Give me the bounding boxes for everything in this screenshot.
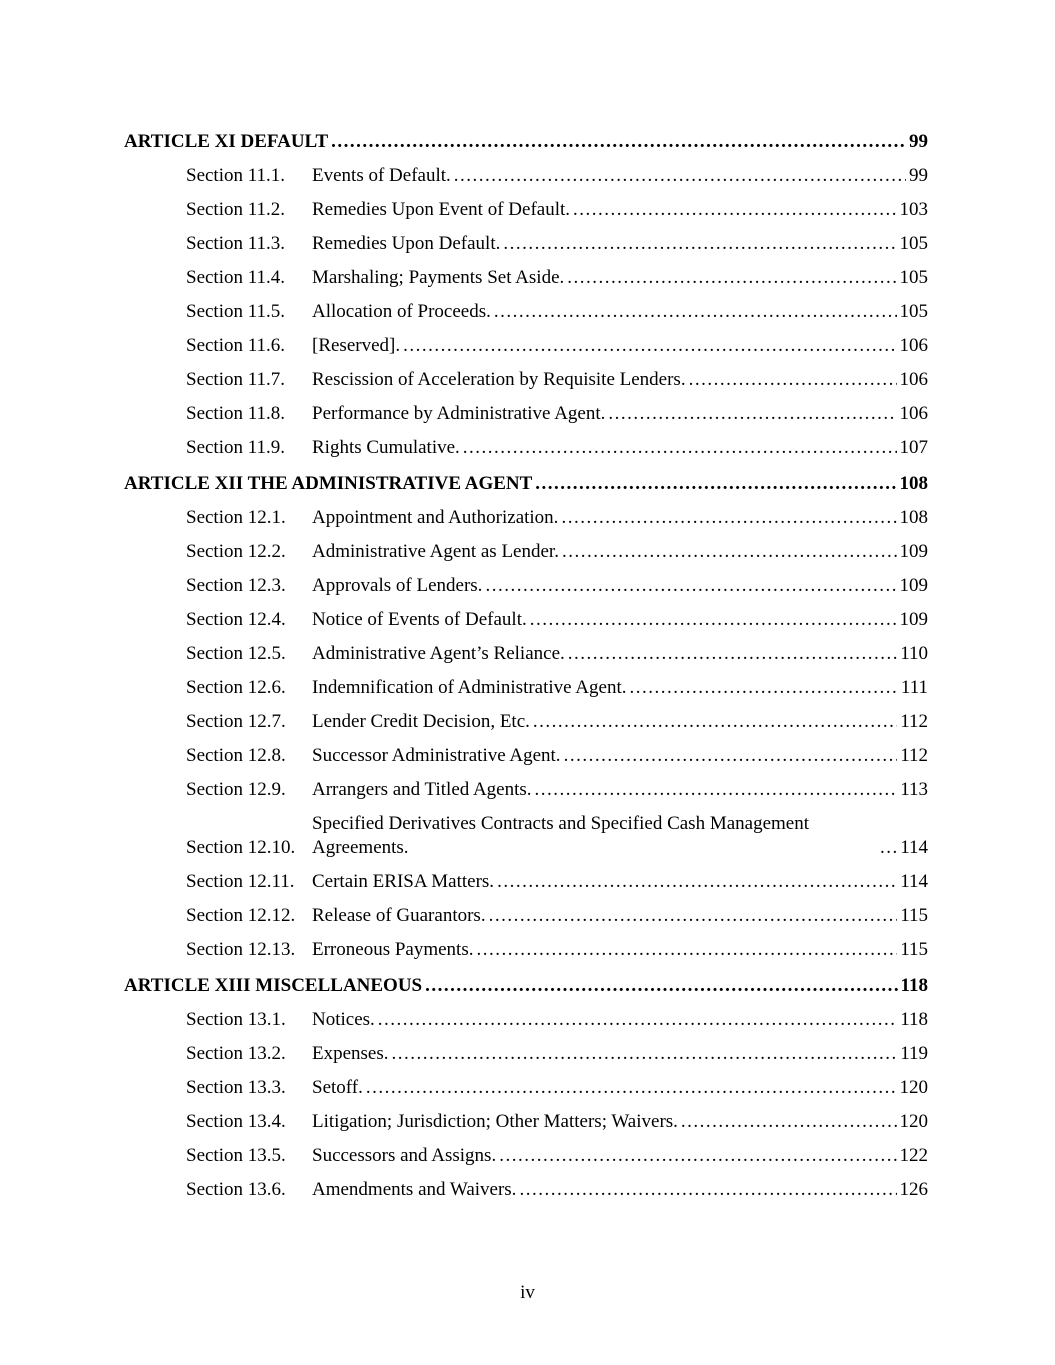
- toc-section-entry: [124, 232, 928, 256]
- section-title: Successors and Assigns.: [312, 1145, 497, 1166]
- section-title: Allocation of Proceeds.: [312, 301, 491, 322]
- section-label: Section 12.8.: [186, 745, 286, 766]
- dot-leader: [499, 1144, 896, 1168]
- section-page-number: 119: [900, 1043, 928, 1064]
- dot-leader: [561, 506, 896, 530]
- section-title: [Reserved].: [312, 335, 401, 356]
- table-of-contents: [124, 130, 928, 1202]
- toc-section-entry: [124, 1178, 928, 1202]
- dot-leader: [567, 266, 896, 290]
- section-label: Section 13.3.: [186, 1077, 286, 1098]
- section-label: Section 11.8.: [186, 403, 286, 424]
- dot-leader: [568, 642, 897, 666]
- section-title: Indemnification of Administrative Agent.: [312, 677, 627, 698]
- section-page-number: 105: [899, 233, 928, 254]
- dot-leader: [366, 1076, 897, 1100]
- section-label: Section 11.3.: [186, 233, 286, 254]
- section-page-number: 109: [899, 541, 928, 562]
- toc-section-entry: [124, 436, 928, 460]
- section-title: Erroneous Payments.: [312, 939, 474, 960]
- section-title: Release of Guarantors.: [312, 905, 486, 926]
- dot-leader: [573, 198, 896, 222]
- dot-leader: [564, 744, 898, 768]
- toc-section-entry: [124, 904, 928, 928]
- section-title: Events of Default.: [312, 165, 451, 186]
- section-page-number: 109: [899, 609, 928, 630]
- toc-section-entry: [124, 198, 928, 222]
- section-label: Section 12.4.: [186, 609, 286, 630]
- section-label: Section 12.2.: [186, 541, 286, 562]
- section-title: Approvals of Lenders.: [312, 575, 483, 596]
- section-page-number: 106: [899, 403, 928, 424]
- dot-leader: [630, 676, 898, 700]
- toc-section-entry: [124, 608, 928, 632]
- article-page-number: 99: [909, 131, 928, 152]
- dot-leader: [880, 836, 897, 860]
- section-title: Litigation; Jurisdiction; Other Matters; Waivers.: [312, 1111, 678, 1132]
- toc-section-entry: [124, 368, 928, 392]
- section-title: Amendments and Waivers.: [312, 1179, 517, 1200]
- section-page-number: 105: [899, 267, 928, 288]
- dot-leader: [608, 402, 896, 426]
- section-label: Section 13.2.: [186, 1043, 286, 1064]
- toc-section-entry: [124, 812, 928, 860]
- section-page-number: 113: [900, 779, 928, 800]
- toc-section-entry: [124, 710, 928, 734]
- toc-section-entry: [124, 402, 928, 426]
- section-title: Remedies Upon Event of Default.: [312, 199, 571, 220]
- section-title: Expenses.: [312, 1043, 389, 1064]
- section-title: Certain ERISA Matters.: [312, 871, 495, 892]
- toc-section-entry: [124, 1008, 928, 1032]
- dot-leader: [485, 574, 896, 598]
- toc-section-entry: [124, 300, 928, 324]
- section-page-number: 108: [899, 507, 928, 528]
- toc-section-entry: [124, 164, 928, 188]
- section-label: Section 12.11.: [186, 871, 295, 892]
- section-label: Section 11.1.: [186, 165, 286, 186]
- footer-page-number: iv: [520, 1282, 535, 1303]
- section-title: Rescission of Acceleration by Requisite Lenders.: [312, 369, 686, 390]
- section-page-number: 122: [899, 1145, 928, 1166]
- dot-leader: [530, 608, 897, 632]
- dot-leader: [378, 1008, 897, 1032]
- section-page-number: 115: [900, 905, 928, 926]
- section-page-number: 109: [899, 575, 928, 596]
- dot-leader: [681, 1110, 897, 1134]
- dot-leader: [535, 778, 898, 802]
- section-label: Section 11.4.: [186, 267, 286, 288]
- section-label: Section 13.5.: [186, 1145, 286, 1166]
- section-title: Specified Derivatives Contracts and Specified Cash Management Agreements.: [312, 813, 810, 858]
- section-page-number: 111: [900, 677, 928, 698]
- section-label: Section 13.4.: [186, 1111, 286, 1132]
- section-page-number: 106: [899, 369, 928, 390]
- section-page-number: 118: [900, 1009, 928, 1030]
- section-label: Section 12.3.: [186, 575, 286, 596]
- section-label: Section 12.5.: [186, 643, 286, 664]
- toc-section-entry: [124, 676, 928, 700]
- section-title: Notice of Events of Default.: [312, 609, 527, 630]
- section-title: Rights Cumulative.: [312, 437, 460, 458]
- dot-leader: [519, 1178, 896, 1202]
- section-label: Section 13.1.: [186, 1009, 286, 1030]
- dot-leader: [454, 164, 906, 188]
- toc-article-entry: [124, 130, 928, 154]
- toc-section-entry: [124, 506, 928, 530]
- toc-section-entry: [124, 938, 928, 962]
- dot-leader: [403, 334, 896, 358]
- dot-leader: [494, 300, 897, 324]
- section-label: Section 12.13.: [186, 939, 296, 960]
- dot-leader: [689, 368, 897, 392]
- section-page-number: 107: [899, 437, 928, 458]
- toc-section-entry: [124, 870, 928, 894]
- article-page-number: 118: [900, 975, 928, 996]
- section-page-number: 106: [899, 335, 928, 356]
- section-title: Administrative Agent as Lender.: [312, 541, 559, 562]
- section-label: Section 12.9.: [186, 779, 286, 800]
- dot-leader: [497, 870, 897, 894]
- section-page-number: 114: [900, 871, 928, 892]
- section-label: Section 11.7.: [186, 369, 286, 390]
- dot-leader: [463, 436, 897, 460]
- section-page-number: 105: [899, 301, 928, 322]
- section-label: Section 11.6.: [186, 335, 286, 356]
- section-page-number: 99: [909, 165, 928, 186]
- section-page-number: 114: [900, 837, 928, 858]
- toc-article-entry: [124, 974, 928, 998]
- section-title: Successor Administrative Agent.: [312, 745, 561, 766]
- section-label: Section 13.6.: [186, 1179, 286, 1200]
- toc-section-entry: [124, 540, 928, 564]
- section-page-number: 112: [900, 745, 928, 766]
- section-title: Marshaling; Payments Set Aside.: [312, 267, 565, 288]
- toc-section-entry: [124, 1144, 928, 1168]
- section-title: Remedies Upon Default.: [312, 233, 501, 254]
- dot-leader: [562, 540, 897, 564]
- toc-section-entry: [124, 334, 928, 358]
- article-title: ARTICLE XIII MISCELLANEOUS: [124, 975, 423, 996]
- section-label: Section 11.2.: [186, 199, 286, 220]
- section-page-number: 126: [899, 1179, 928, 1200]
- toc-section-entry: [124, 778, 928, 802]
- article-title: ARTICLE XII THE ADMINISTRATIVE AGENT: [124, 473, 533, 494]
- dot-leader: [331, 130, 906, 154]
- toc-article-entry: [124, 472, 928, 496]
- section-title: Administrative Agent’s Reliance.: [312, 643, 565, 664]
- section-page-number: 103: [899, 199, 928, 220]
- section-title: Arrangers and Titled Agents.: [312, 779, 532, 800]
- dot-leader: [533, 710, 897, 734]
- toc-section-entry: [124, 744, 928, 768]
- section-page-number: 115: [900, 939, 928, 960]
- section-label: Section 12.1.: [186, 507, 286, 528]
- dot-leader: [489, 904, 898, 928]
- section-title: Setoff.: [312, 1077, 363, 1098]
- section-page-number: 120: [899, 1077, 928, 1098]
- dot-leader: [425, 974, 897, 998]
- toc-section-entry: [124, 1110, 928, 1134]
- section-title: Appointment and Authorization.: [312, 507, 559, 528]
- toc-section-entry: [124, 266, 928, 290]
- toc-section-entry: [124, 1042, 928, 1066]
- section-title: Notices.: [312, 1009, 375, 1030]
- section-title: Performance by Administrative Agent.: [312, 403, 606, 424]
- dot-leader: [503, 232, 896, 256]
- section-label: Section 12.10.: [186, 837, 296, 858]
- section-label: Section 11.9.: [186, 437, 286, 458]
- toc-section-entry: [124, 574, 928, 598]
- toc-section-entry: [124, 642, 928, 666]
- article-title: ARTICLE XI DEFAULT: [124, 131, 329, 152]
- section-page-number: 112: [900, 711, 928, 732]
- section-label: Section 12.7.: [186, 711, 286, 732]
- article-page-number: 108: [899, 473, 928, 494]
- section-page-number: 110: [900, 643, 928, 664]
- dot-leader: [476, 938, 897, 962]
- section-label: Section 11.5.: [186, 301, 286, 322]
- dot-leader: [535, 472, 896, 496]
- dot-leader: [392, 1042, 898, 1066]
- page-footer: [0, 1281, 1055, 1305]
- toc-section-entry: [124, 1076, 928, 1100]
- section-page-number: 120: [899, 1111, 928, 1132]
- section-title: Lender Credit Decision, Etc.: [312, 711, 530, 732]
- section-label: Section 12.12.: [186, 905, 296, 926]
- section-label: Section 12.6.: [186, 677, 286, 698]
